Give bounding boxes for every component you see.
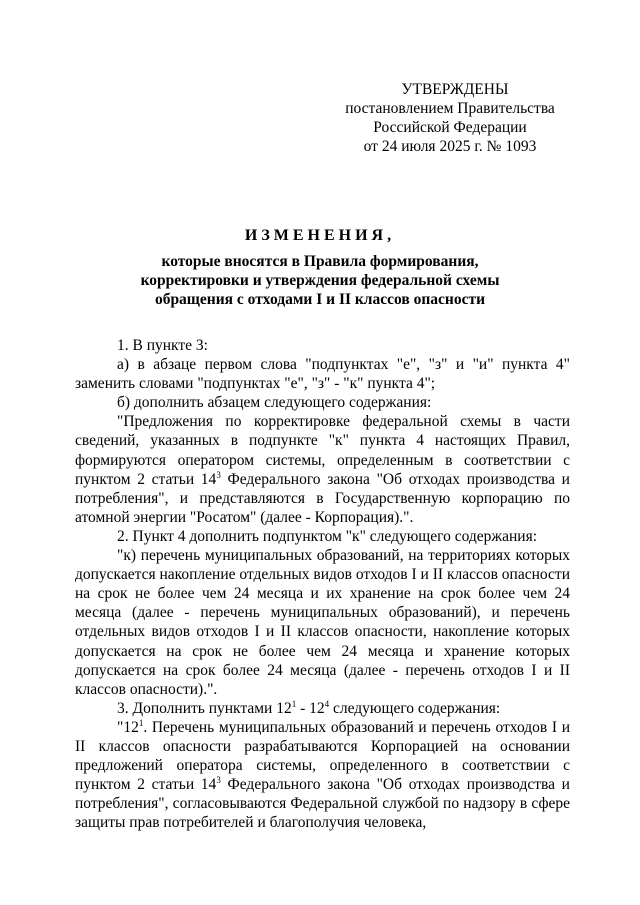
paragraph-8-superscript-2: 3 bbox=[216, 775, 221, 786]
paragraph-7-part-b: - 12 bbox=[296, 699, 325, 717]
paragraph-8 bbox=[75, 718, 570, 833]
paragraph-8-part-b: . Перечень муниципальных образований и перечень отходов I и II классов опасности разрабатываются Корпорацией на основании предложений оператора системы, определенного в соответствии с пунктом 2 статьи 14 bbox=[75, 718, 570, 794]
paragraph-8-superscript-1: 1 bbox=[138, 717, 144, 728]
paragraph-7-superscript-1: 1 bbox=[291, 698, 297, 709]
approval-line-2: Российской Федерации bbox=[373, 119, 527, 136]
paragraph-2: а) в абзаце первом слова "подпунктах "е", "з" и "и" пункта 4" заменить словами "подпунктах "е", "з" - "к" пункта 4"; bbox=[75, 356, 570, 393]
paragraph-1: 1. В пункте 3: bbox=[117, 337, 208, 354]
document-heading bbox=[60, 226, 580, 309]
approval-line-3: от 24 июля 2025 г. № 1093 bbox=[363, 138, 537, 155]
paragraph-5: 2. Пункт 4 дополнить подпунктом "к" следующего содержания: bbox=[117, 527, 538, 545]
document-subtitle-3: обращения с отходами I и II классов опасности bbox=[154, 291, 486, 308]
paragraph-4 bbox=[75, 412, 570, 527]
document-body bbox=[75, 336, 570, 832]
paragraph-7-superscript-2: 4 bbox=[324, 698, 330, 709]
paragraph-6: "к) перечень муниципальных образований, на территориях которых допускается накопление отдельных видов отходов I и II классов опасности на срок не более чем 24 месяца и их хранение на срок более чем 24 месяца (далее - перечень муниципальных образований), и перечень отдельных видов отходов I и II классов опасности, накопление которых допускается на срок не более чем 24 месяца и хранение которых допускается на срок более 24 месяца (далее - перечень отходов I и II классов опасности).". bbox=[75, 547, 570, 698]
paragraph-3: б) дополнить абзацем следующего содержания: bbox=[117, 394, 432, 412]
paragraph-4-superscript: 3 bbox=[216, 469, 221, 480]
paragraph-8-part-c: Федерального закона "Об отходах производства и потребления", согласовываются Федеральной службой по надзору в сфере защиты прав потребителей и благополучия человека, bbox=[75, 776, 570, 832]
document-title: ИЗМЕНЕНИЯ, bbox=[244, 227, 396, 244]
approval-stamp bbox=[340, 80, 560, 156]
paragraph-8-part-a: "12 bbox=[117, 718, 139, 736]
paragraph-4-part-b: Федерального закона "Об отходах производства и потребления", и представляются в Государственную корпорацию по атомной энергии "Росатом" (далее - Корпорация).". bbox=[75, 470, 570, 526]
document-subtitle-2: корректировки и утверждения федеральной схемы bbox=[140, 272, 500, 289]
approval-line-1: постановлением Правительства bbox=[345, 100, 555, 117]
approval-title: УТВЕРЖДЕНЫ bbox=[401, 81, 509, 98]
document-subtitle-1: которые вносятся в Правила формирования, bbox=[161, 253, 479, 270]
paragraph-7 bbox=[75, 699, 570, 718]
paragraph-7-part-c: следующего содержания: bbox=[329, 699, 501, 717]
paragraph-7-part-a: 3. Дополнить пунктами 12 bbox=[117, 699, 292, 717]
paragraph-4-part-a: "Предложения по корректировке федеральной схемы в части сведений, указанных в подпункте "к" пункта 4 настоящих Правил, формируются оператором системы, определенным в соответствии с пунктом 2 статьи 14 bbox=[75, 413, 570, 488]
